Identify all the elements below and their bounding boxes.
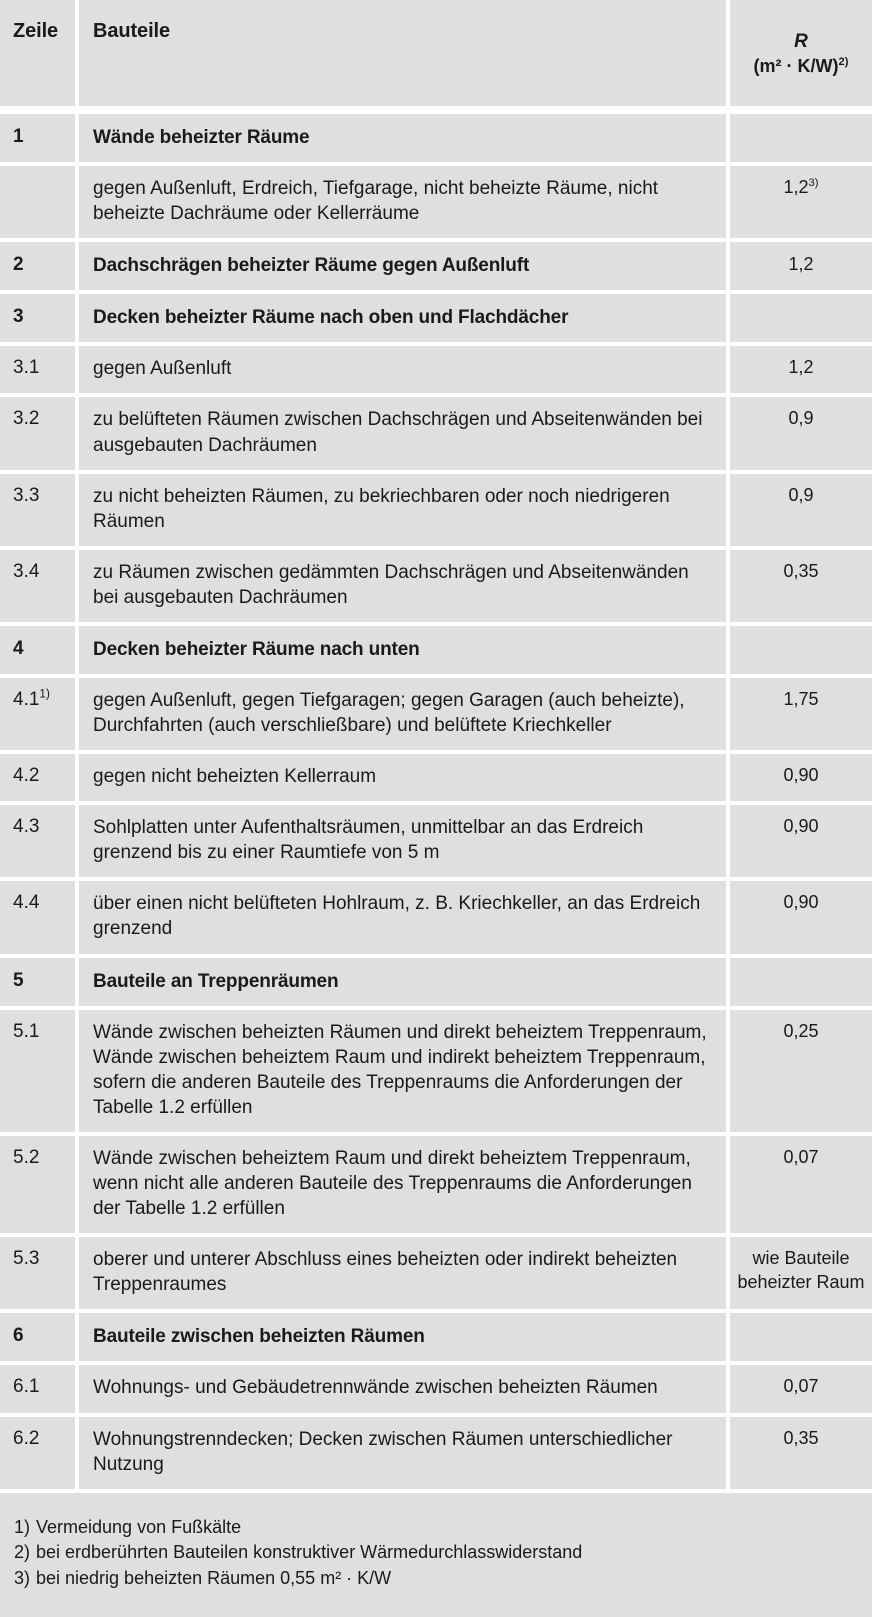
component-description: Wohnungs- und Gebäudetrennwände zwischen beheizten Räumen — [93, 1377, 658, 1399]
table-row — [0, 1365, 872, 1412]
component-description-cell — [79, 754, 726, 801]
footnote-text: bei erdberührten Bauteilen konstruktiver Wärmedurchlasswiderstand — [36, 1542, 583, 1563]
r-value-cell — [730, 1136, 872, 1233]
footnote-text: bei niedrig beheizten Räumen 0,55 m² · K/W — [36, 1567, 392, 1588]
component-description-cell — [79, 881, 726, 953]
r-value-cell — [730, 1365, 872, 1412]
table-row — [0, 626, 872, 674]
r-value: 0,90 — [783, 816, 819, 837]
r-value: 1,2 — [788, 357, 814, 378]
row-number-cell — [0, 754, 75, 801]
column-header-r-symbol: R — [794, 31, 808, 52]
table-row — [0, 1010, 872, 1132]
component-description: zu nicht beheizten Räumen, zu bekriechbaren oder noch niedrigeren Räumen — [93, 485, 670, 532]
component-description: gegen nicht beheizten Kellerraum — [93, 766, 377, 788]
r-value: 0,07 — [783, 1376, 819, 1397]
component-description: gegen Außenluft, Erdreich, Tiefgarage, nicht beheizte Räume, nicht beheizte Dachräume oder Kellerräume — [93, 178, 659, 225]
component-description-cell — [79, 1313, 726, 1361]
row-number-cell — [0, 805, 75, 877]
footnote-item — [14, 1566, 858, 1592]
r-value-cell — [730, 550, 872, 622]
table-row — [0, 166, 872, 238]
component-description-cell — [79, 1237, 726, 1309]
r-value-cell — [730, 474, 872, 546]
row-number: 4.4 — [13, 892, 40, 914]
column-header-bauteile-label: Bauteile — [93, 20, 171, 42]
row-number-cell — [0, 346, 75, 393]
r-value: 0,35 — [783, 1427, 819, 1448]
component-description: Wände zwischen beheizten Räumen und direkt beheiztem Treppenraum, Wände zwischen beheiztem Raum und indirekt beheiztem Treppenraum, sofern die anderen Bauteile des Treppenraums die Anforderungen der Tabelle 1.2 erfüllen — [93, 1021, 707, 1118]
row-number-cell — [0, 1237, 75, 1309]
row-number: 4.3 — [13, 816, 40, 838]
row-number-cell — [0, 678, 75, 750]
r-value: 0,25 — [783, 1020, 819, 1041]
row-number: 3.4 — [13, 560, 40, 582]
component-description-cell — [79, 958, 726, 1006]
row-number: 3.2 — [13, 408, 40, 430]
r-value: 1,75 — [783, 689, 819, 710]
component-description-cell — [79, 166, 726, 238]
footnotes-block — [0, 1493, 872, 1617]
row-number: 5.3 — [13, 1248, 40, 1270]
row-number-footnote: 1) — [39, 687, 50, 701]
r-value: 0,90 — [783, 765, 819, 786]
footnote-text: Vermeidung von Fußkälte — [36, 1516, 242, 1537]
component-description: Wände zwischen beheiztem Raum und direkt beheiztem Treppenraum, wenn nicht alle anderen Bauteile des Treppenraums die Anforderungen der Tabelle 1.2 erfüllen — [93, 1147, 692, 1220]
component-description-cell — [79, 626, 726, 674]
footnote-marker: 1) — [14, 1516, 31, 1537]
footnotes-list — [14, 1515, 858, 1592]
column-header-r — [730, 0, 872, 106]
column-header-zeile-label: Zeile — [13, 20, 59, 42]
r-value-cell — [730, 1417, 872, 1489]
column-header-r-unit-footnote: 2) — [838, 55, 849, 68]
component-description-cell — [79, 1365, 726, 1412]
r-value-cell — [730, 166, 872, 238]
component-description: gegen Außenluft — [93, 358, 232, 380]
row-number: 3.1 — [13, 357, 40, 379]
row-number-cell — [0, 166, 75, 238]
table-row — [0, 294, 872, 342]
footnote-item — [14, 1515, 858, 1541]
row-number: 3.3 — [13, 484, 40, 506]
table-row — [0, 678, 872, 750]
row-number: 6.1 — [13, 1376, 40, 1398]
table-body — [0, 114, 872, 1489]
r-value-cell — [730, 1313, 872, 1361]
column-header-r-unit-text: (m² · K/W) — [753, 55, 839, 76]
component-description-cell — [79, 474, 726, 546]
component-description: Dachschrägen beheizter Räume gegen Außenluft — [93, 255, 530, 277]
table-header-row — [0, 0, 872, 106]
row-number-cell — [0, 114, 75, 162]
row-number-cell — [0, 1365, 75, 1412]
row-number: 3 — [13, 306, 24, 328]
row-number: 5.1 — [13, 1020, 40, 1042]
r-value-cell — [730, 242, 872, 290]
r-value: 0,9 — [788, 484, 814, 505]
row-number-cell — [0, 1417, 75, 1489]
row-number-cell — [0, 550, 75, 622]
r-value: 0,07 — [783, 1146, 819, 1167]
table-row — [0, 754, 872, 801]
component-description-cell — [79, 294, 726, 342]
component-description: Decken beheizter Räume nach unten — [93, 638, 420, 660]
row-number: 1 — [13, 126, 24, 147]
row-number: 5.2 — [13, 1146, 40, 1168]
r-value-cell — [730, 678, 872, 750]
r-value: 0,35 — [783, 560, 819, 581]
component-description: gegen Außenluft, gegen Tiefgaragen; gegen Garagen (auch beheizte), Durchfahrten (auch verschließbare) und belüftete Kriechkeller — [93, 690, 685, 737]
row-number: 6.2 — [13, 1427, 40, 1449]
row-number: 6 — [13, 1325, 24, 1347]
row-number-cell — [0, 626, 75, 674]
component-description-cell — [79, 1136, 726, 1233]
r-value: 0,9 — [788, 408, 814, 429]
row-number-cell — [0, 1010, 75, 1132]
table-row — [0, 550, 872, 622]
component-description: Wohnungstrenndecken; Decken zwischen Räumen unterschiedlicher Nutzung — [93, 1428, 673, 1475]
r-value-cell — [730, 1010, 872, 1132]
component-description-cell — [79, 550, 726, 622]
r-value-cell — [730, 958, 872, 1006]
row-number-cell — [0, 474, 75, 546]
table-row — [0, 1417, 872, 1489]
component-description: oberer und unterer Abschluss eines beheizten oder indirekt beheizten Treppenraumes — [93, 1249, 678, 1296]
component-description: Bauteile zwischen beheizten Räumen — [93, 1326, 425, 1348]
column-header-bauteile — [79, 0, 726, 106]
row-number: 2 — [13, 254, 24, 276]
row-number: 4 — [13, 637, 24, 659]
table-row — [0, 1136, 872, 1233]
component-description: Bauteile an Treppenräumen — [93, 970, 339, 992]
r-value: 1,2 — [788, 254, 814, 275]
row-number: 4.2 — [13, 765, 40, 787]
table-row — [0, 1237, 872, 1309]
component-description: Decken beheizter Räume nach oben und Flachdächer — [93, 307, 569, 329]
column-header-r-unit — [736, 55, 866, 78]
r-value: wie Bauteile beheizter Raum — [737, 1248, 865, 1292]
footnote-item — [14, 1540, 858, 1566]
r-value-with-footnote — [736, 176, 866, 200]
table-row — [0, 958, 872, 1006]
r-value-footnote: 3) — [808, 177, 819, 190]
r-value: 0,90 — [783, 892, 819, 913]
component-description-cell — [79, 678, 726, 750]
component-description-cell — [79, 1010, 726, 1132]
r-value: 1,2 — [783, 177, 809, 198]
row-number: 4.1 — [13, 689, 40, 711]
r-value-cell — [730, 626, 872, 674]
r-value-cell — [730, 881, 872, 953]
r-value-cell — [730, 114, 872, 162]
component-description-cell — [79, 397, 726, 469]
r-value-cell — [730, 754, 872, 801]
component-description: über einen nicht belüfteten Hohlraum, z. B. Kriechkeller, an das Erdreich grenzend — [93, 893, 701, 940]
row-number: 5 — [13, 969, 24, 991]
footnote-marker: 3) — [14, 1567, 31, 1588]
r-value-cell — [730, 294, 872, 342]
table-row — [0, 805, 872, 877]
row-number-cell — [0, 1136, 75, 1233]
table-row — [0, 114, 872, 162]
table-row — [0, 881, 872, 953]
component-description-cell — [79, 114, 726, 162]
row-number-cell — [0, 1313, 75, 1361]
r-value-cell — [730, 805, 872, 877]
r-value-cell — [730, 346, 872, 393]
column-header-zeile — [0, 0, 75, 106]
component-description: zu belüfteten Räumen zwischen Dachschrägen und Abseitenwänden bei ausgebauten Dachräumen — [93, 409, 703, 456]
component-description-cell — [79, 1417, 726, 1489]
component-description-cell — [79, 242, 726, 290]
table-row — [0, 1313, 872, 1361]
table-row — [0, 474, 872, 546]
row-number-cell — [0, 881, 75, 953]
row-number-cell — [0, 958, 75, 1006]
row-number-cell — [0, 397, 75, 469]
component-description-cell — [79, 805, 726, 877]
table-row — [0, 346, 872, 393]
table-row — [0, 242, 872, 290]
table-row — [0, 397, 872, 469]
row-number-cell — [0, 242, 75, 290]
row-number-cell — [0, 294, 75, 342]
component-description: Wände beheizter Räume — [93, 127, 310, 148]
component-description-cell — [79, 346, 726, 393]
footnote-marker: 2) — [14, 1542, 31, 1563]
r-value-cell — [730, 397, 872, 469]
component-description: Sohlplatten unter Aufenthaltsräumen, unmittelbar an das Erdreich grenzend bis zu einer Raumtiefe von 5 m — [93, 817, 644, 864]
component-description: zu Räumen zwischen gedämmten Dachschrägen und Abseitenwänden bei ausgebauten Dachräumen — [93, 561, 689, 608]
r-value-cell — [730, 1237, 872, 1309]
